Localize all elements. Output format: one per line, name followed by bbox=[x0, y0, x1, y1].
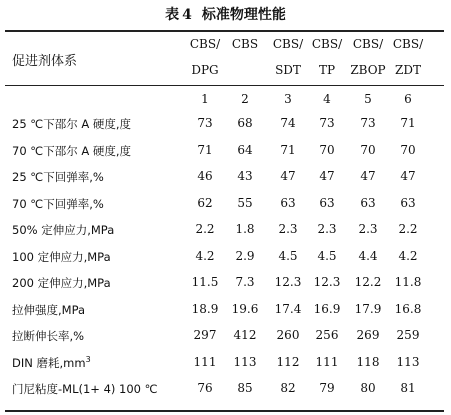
table-row bbox=[0, 249, 451, 271]
table-cell: 70 bbox=[360, 143, 376, 157]
table-cell: 4.2 bbox=[398, 249, 418, 263]
table-cell: 80 bbox=[360, 381, 376, 395]
table-row bbox=[0, 143, 451, 165]
table-cell: 4.4 bbox=[358, 249, 378, 263]
column-header-line2: ZBOP bbox=[350, 63, 386, 77]
row-label bbox=[12, 169, 104, 185]
table-cell: 11.5 bbox=[191, 275, 219, 289]
table-cell: 17.4 bbox=[274, 302, 302, 316]
column-header-line1: CBS/ bbox=[311, 37, 343, 51]
column-header-line1: CBS/ bbox=[189, 37, 221, 51]
table-cell: 17.9 bbox=[354, 302, 382, 316]
table-cell: 1.8 bbox=[235, 222, 255, 236]
table-cell: 47 bbox=[360, 169, 376, 183]
table-cell: 2.3 bbox=[317, 222, 337, 236]
header-rule bbox=[5, 85, 444, 86]
table-cell: 7.3 bbox=[235, 275, 255, 289]
table-cell: 73 bbox=[360, 116, 376, 130]
table-cell: 55 bbox=[237, 196, 253, 210]
table-cell: 62 bbox=[197, 196, 213, 210]
table-cell: 11.8 bbox=[394, 275, 422, 289]
table-cell: 47 bbox=[319, 169, 335, 183]
table-row bbox=[0, 169, 451, 191]
row-label bbox=[12, 328, 84, 344]
table-cell: 112 bbox=[276, 355, 300, 369]
table-cell: 412 bbox=[233, 328, 257, 342]
table-caption bbox=[0, 4, 451, 24]
row-label bbox=[12, 249, 111, 265]
row-label-text: 门尼粘度-ML(1+ 4) 100 ℃ bbox=[12, 382, 158, 396]
table-cell: 118 bbox=[356, 355, 380, 369]
table-cell: 4.2 bbox=[195, 249, 215, 263]
table-cell: 4.5 bbox=[317, 249, 337, 263]
table-cell: 76 bbox=[197, 381, 213, 395]
row-label-text: 拉伸强度,MPa bbox=[12, 303, 86, 317]
top-rule bbox=[5, 30, 444, 32]
column-number: 2 bbox=[241, 92, 249, 106]
table-row bbox=[0, 196, 451, 218]
row-label-text: 拉断伸长率,% bbox=[12, 329, 85, 343]
row-label-text: 200 定伸应力,MPa bbox=[12, 276, 111, 290]
column-header-line1: CBS/ bbox=[392, 37, 424, 51]
table-cell: 68 bbox=[237, 116, 253, 130]
table-cell: 70 bbox=[400, 143, 416, 157]
table-cell: 63 bbox=[280, 196, 296, 210]
table-cell: 63 bbox=[319, 196, 335, 210]
row-label-text: 50% 定伸应力,MPa bbox=[12, 223, 115, 237]
table-cell: 73 bbox=[197, 116, 213, 130]
table-cell: 73 bbox=[319, 116, 335, 130]
table-cell: 19.6 bbox=[231, 302, 259, 316]
column-header-line2: SDT bbox=[275, 63, 301, 77]
column-header-line2: DPG bbox=[191, 63, 219, 77]
column-number: 5 bbox=[364, 92, 372, 106]
column-header-line1: CBS/ bbox=[272, 37, 304, 51]
table-cell: 47 bbox=[280, 169, 296, 183]
row-label-superscript: 3 bbox=[85, 355, 91, 365]
table-cell: 256 bbox=[315, 328, 339, 342]
table-cell: 79 bbox=[319, 381, 335, 395]
table-cell: 85 bbox=[237, 381, 253, 395]
caption-prefix: 表 bbox=[165, 7, 180, 23]
row-label bbox=[12, 222, 114, 238]
table-cell: 12.3 bbox=[313, 275, 341, 289]
table-cell: 63 bbox=[400, 196, 416, 210]
table-cell: 2.3 bbox=[278, 222, 298, 236]
table-cell: 46 bbox=[197, 169, 213, 183]
table-cell: 82 bbox=[280, 381, 296, 395]
row-header-label: 促进剂体系 bbox=[12, 54, 78, 69]
table-row bbox=[0, 222, 451, 244]
table-cell: 12.2 bbox=[354, 275, 382, 289]
table-cell: 4.5 bbox=[278, 249, 298, 263]
column-header-line1: CBS bbox=[231, 37, 259, 51]
table-row bbox=[0, 328, 451, 350]
row-label bbox=[12, 275, 111, 291]
table-row bbox=[0, 381, 451, 403]
table-cell: 16.9 bbox=[313, 302, 341, 316]
table-cell: 70 bbox=[319, 143, 335, 157]
row-label-text: 25 ℃下回弹率,% bbox=[12, 170, 104, 184]
table-row bbox=[0, 116, 451, 138]
table-cell: 2.2 bbox=[195, 222, 215, 236]
table-row bbox=[0, 302, 451, 324]
row-label-text: 25 ℃下邵尔 A 硬度,度 bbox=[12, 117, 132, 131]
table-cell: 111 bbox=[193, 355, 217, 369]
table-cell: 12.3 bbox=[274, 275, 302, 289]
table-cell: 63 bbox=[360, 196, 376, 210]
table-cell: 18.9 bbox=[191, 302, 219, 316]
row-label-text: DIN 磨耗,mm bbox=[12, 356, 86, 370]
table-cell: 297 bbox=[193, 328, 217, 342]
table-cell: 47 bbox=[400, 169, 416, 183]
column-number: 1 bbox=[201, 92, 209, 106]
table-cell: 2.9 bbox=[235, 249, 255, 263]
table-cell: 113 bbox=[396, 355, 420, 369]
column-number: 3 bbox=[284, 92, 292, 106]
row-label-text: 70 ℃下邵尔 A 硬度,度 bbox=[12, 144, 132, 158]
row-label-text: 100 定伸应力,MPa bbox=[12, 250, 111, 264]
table-row bbox=[0, 275, 451, 297]
table-cell: 74 bbox=[280, 116, 296, 130]
table-cell: 113 bbox=[233, 355, 257, 369]
row-label-text: 70 ℃下回弹率,% bbox=[12, 197, 104, 211]
column-header-line1: CBS/ bbox=[352, 37, 384, 51]
row-label bbox=[12, 116, 131, 132]
bottom-rule bbox=[5, 410, 444, 412]
table-cell: 81 bbox=[400, 381, 416, 395]
row-label bbox=[12, 302, 85, 318]
table-cell: 2.2 bbox=[398, 222, 418, 236]
table-cell: 64 bbox=[237, 143, 253, 157]
column-header-line2: ZDT bbox=[395, 63, 421, 77]
column-header-line2: TP bbox=[318, 63, 336, 77]
table-row bbox=[0, 355, 451, 377]
table-cell: 111 bbox=[315, 355, 339, 369]
caption-number: 4 bbox=[182, 7, 192, 23]
column-number: 6 bbox=[404, 92, 412, 106]
table-cell: 2.3 bbox=[358, 222, 378, 236]
table-cell: 260 bbox=[276, 328, 300, 342]
row-label bbox=[12, 196, 104, 212]
row-label bbox=[12, 143, 131, 159]
column-number: 4 bbox=[323, 92, 331, 106]
table-cell: 259 bbox=[396, 328, 420, 342]
table-cell: 16.8 bbox=[394, 302, 422, 316]
row-label bbox=[12, 381, 158, 397]
table-cell: 71 bbox=[197, 143, 213, 157]
caption-title: 标准物理性能 bbox=[201, 7, 286, 23]
table-cell: 43 bbox=[237, 169, 253, 183]
table-cell: 269 bbox=[356, 328, 380, 342]
row-label bbox=[12, 355, 91, 371]
table-cell: 71 bbox=[280, 143, 296, 157]
table-cell: 71 bbox=[400, 116, 416, 130]
